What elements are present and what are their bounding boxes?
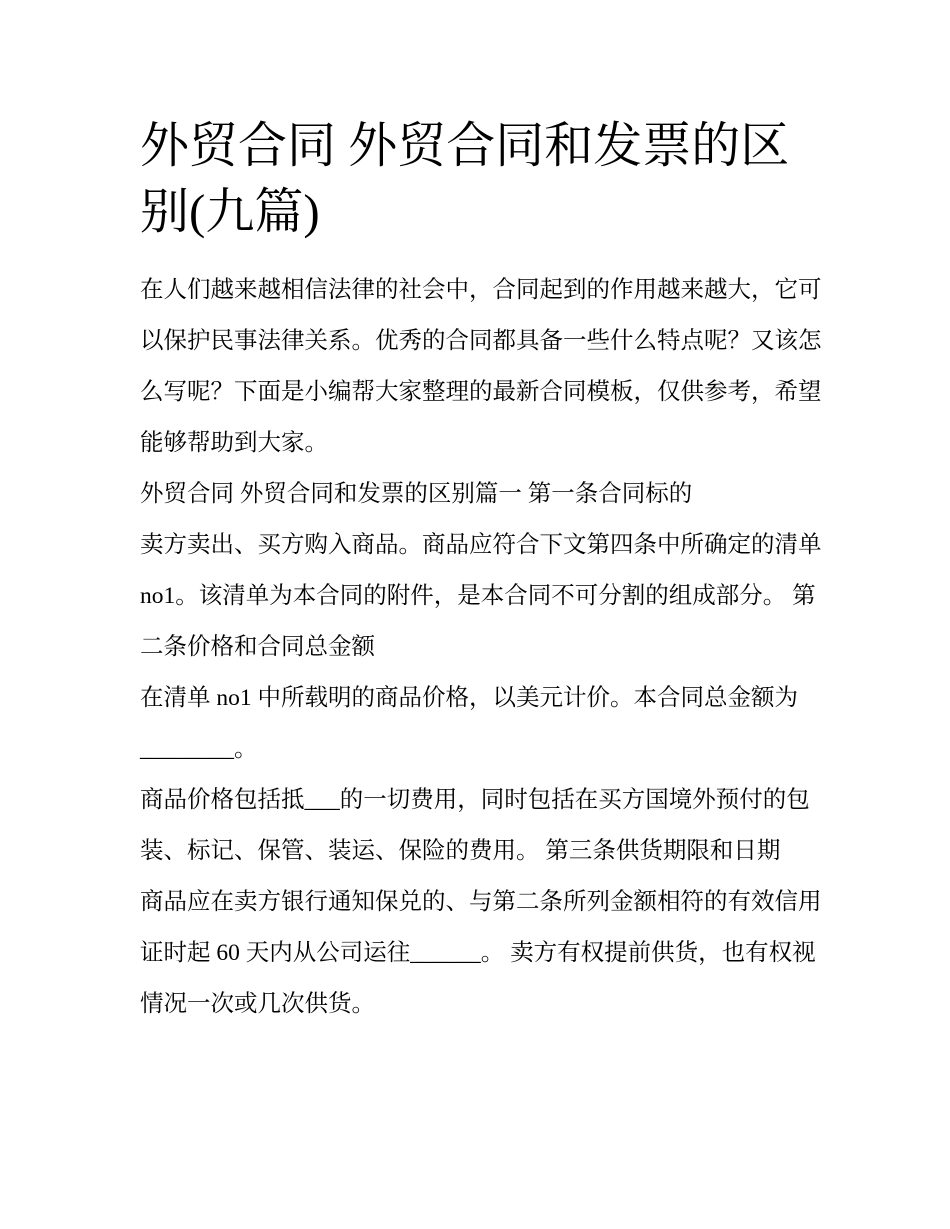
section-one-heading: 外贸合同 外贸合同和发票的区别篇一 第一条合同标的 (140, 481, 693, 507)
article-one-paragraph: 卖方卖出、买方购入商品。商品应符合下文第四条中所确定的清单 no1。该清单为本合同的附件，是本合同不可分割的组成部分。 第二条价格和合同总金额 (140, 532, 822, 660)
price-scope-paragraph: 商品价格包括抵___的一切费用，同时包括在买方国境外预付的包装、标记、保管、装运、保险的费用。 第三条供货期限和日期 (140, 787, 810, 864)
intro-paragraph: 在人们越来越相信法律的社会中，合同起到的作用越来越大，它可以保护民事法律关系。优秀的合同都具备一些什么特点呢？又该怎么写呢？下面是小编帮大家整理的最新合同模板，仅供参考，希望能够帮助到大家。 (140, 277, 822, 456)
article-two-paragraph: 在清单 no1 中所载明的商品价格，以美元计价。本合同总金额为________。 (140, 685, 798, 762)
document-title: 外贸合同 外贸合同和发票的区别(九篇) (140, 118, 790, 239)
document-page (140, 113, 830, 1030)
article-three-paragraph: 商品应在卖方银行通知保兑的、与第二条所列金额相符的有效信用证时起 60 天内从公司运往______。 卖方有权提前供货，也有权视情况一次或几次供货。 (140, 889, 822, 1017)
